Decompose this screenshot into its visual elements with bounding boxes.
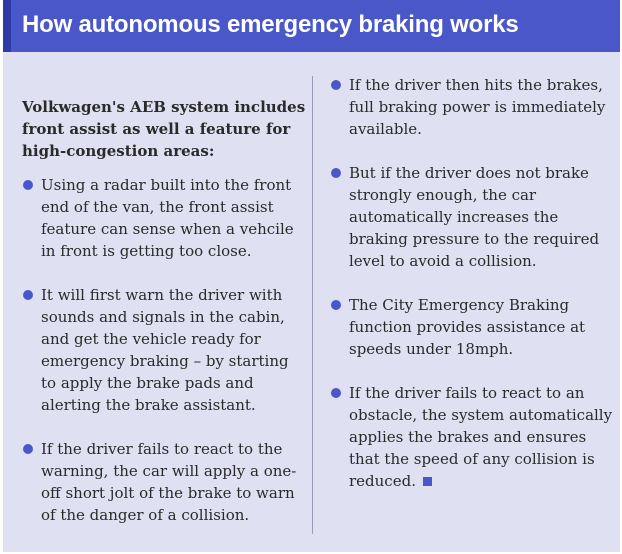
bullet-dot-icon xyxy=(331,300,341,310)
list-item xyxy=(22,284,307,416)
bullet-dot-icon xyxy=(331,388,341,398)
bullet-dot-icon xyxy=(23,444,33,454)
list-item xyxy=(330,162,615,272)
list-item-text: If the driver fails to react to the warning, the car will apply a one-off short jolt of the brake to warn of the danger of a collision. xyxy=(41,440,297,524)
list-item xyxy=(22,438,307,526)
end-of-article-icon xyxy=(423,477,432,486)
bullet-dot-icon xyxy=(331,80,341,90)
right-bullet-list xyxy=(330,74,615,492)
list-item xyxy=(330,74,615,140)
column-divider xyxy=(312,76,313,534)
list-item xyxy=(330,294,615,360)
list-item-text: Using a radar built into the front end of the van, the front assist feature can sense when a vehcile in front is getting too close. xyxy=(41,176,294,260)
panel-header xyxy=(3,0,620,52)
list-item-text: The City Emergency Braking function provides assistance at speeds under 18mph. xyxy=(349,296,586,358)
list-item xyxy=(22,174,307,262)
list-item-text: If the driver fails to react to an obstacle, the system automatically applies the brakes and ensures that the speed of any collision is reduced. xyxy=(349,384,613,490)
left-column xyxy=(22,96,307,526)
page-title: How autonomous emergency braking works xyxy=(22,11,519,38)
list-item-text: It will first warn the driver with sounds and signals in the cabin, and get the vehicle ready for emergency braking – by starting to apply the brake pads and alerting the brake assistant. xyxy=(41,286,289,414)
header-accent-bar xyxy=(3,0,11,52)
list-item-text: If the driver then hits the brakes, full braking power is immediately available. xyxy=(349,76,606,138)
bullet-dot-icon xyxy=(23,180,33,190)
bullet-dot-icon xyxy=(331,168,341,178)
right-column xyxy=(330,74,615,514)
bullet-dot-icon xyxy=(23,290,33,300)
list-item-text: But if the driver does not brake strongly enough, the car automatically increases the braking pressure to the required level to avoid a collision. xyxy=(349,164,600,270)
list-item xyxy=(330,382,615,492)
intro-text: Volkwagen's AEB system includes front assist as well a feature for high-congestion areas: xyxy=(22,98,306,160)
left-bullet-list xyxy=(22,174,307,526)
info-panel xyxy=(3,0,620,552)
